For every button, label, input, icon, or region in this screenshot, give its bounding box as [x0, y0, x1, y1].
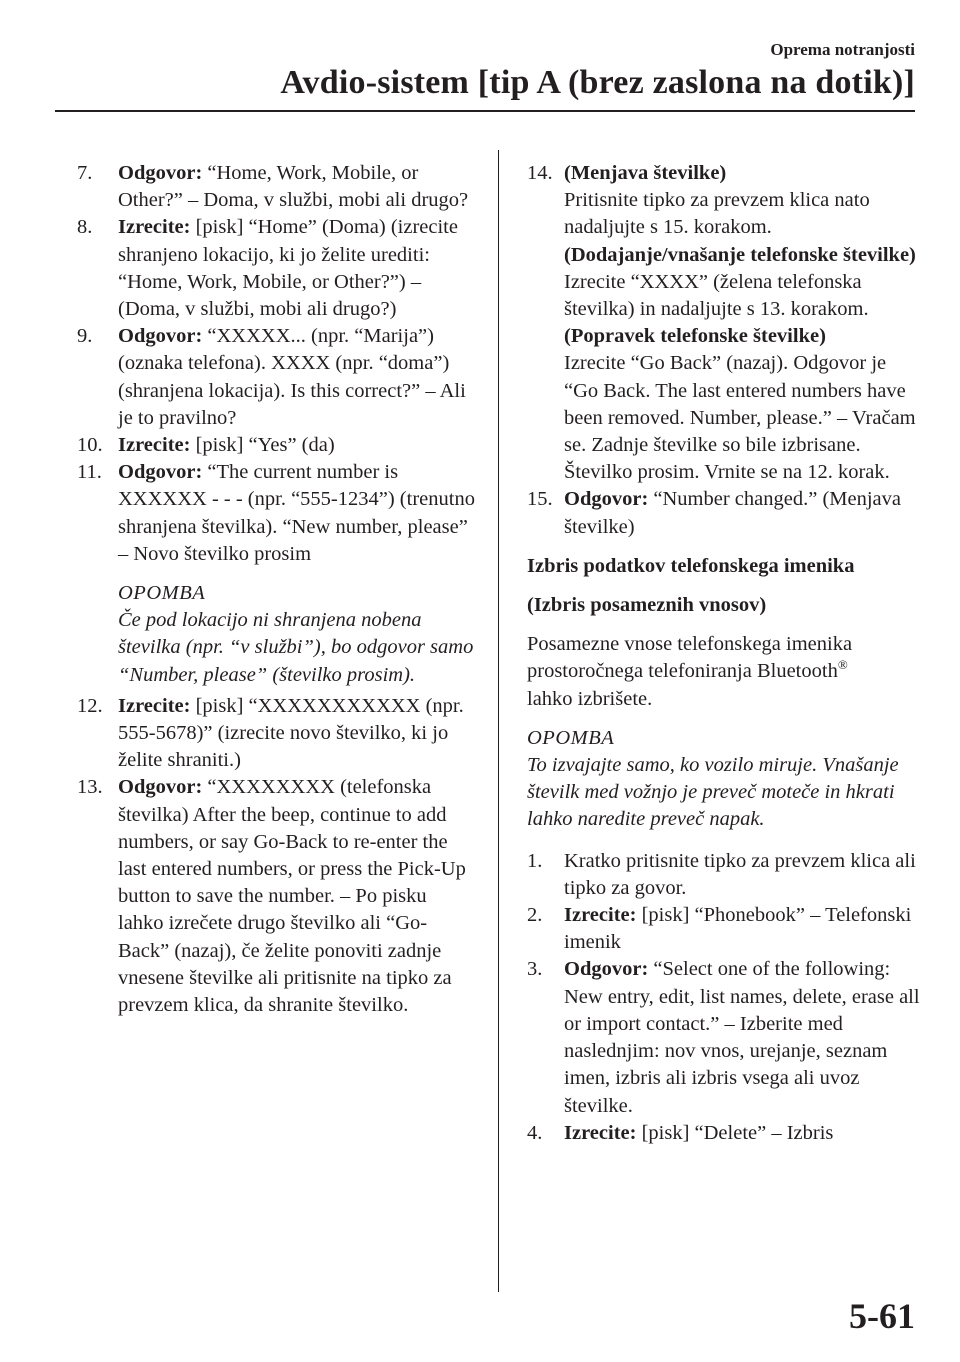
step-label: Odgovor: — [564, 488, 649, 511]
step-1 — [527, 848, 922, 902]
intro-paragraph: Posamezne vnose telefonskega imenika prostoročnega telefoniranja Bluetooth® lahko izbrišete. — [527, 633, 853, 710]
step-text: Kratko pritisnite tipko za prevzem klica ali tipko za govor. — [564, 849, 916, 899]
step-text: “XXXXX... (npr. “Marija”) (oznaka telefona). XXXX (npr. “doma”) (shranjena lokacija). Is this correct?” – Ali je to pravilno? — [118, 325, 466, 429]
header-rule — [55, 110, 915, 112]
note-block — [527, 725, 922, 834]
note-block — [118, 580, 477, 689]
page-number: 5-61 — [849, 1296, 915, 1336]
registered-mark: ® — [837, 657, 848, 673]
step-text: “The current number is XXXXXX - - - (npr. “555-1234”) (trenutno shranjena številka). “New number, please” – Novo številko prosim — [118, 461, 475, 565]
step-7 — [77, 160, 477, 214]
step-number: 3. — [527, 958, 543, 981]
step-text: [pisk] “Yes” (da) — [190, 434, 335, 457]
step-13 — [77, 774, 477, 1019]
step-text: “Home, Work, Mobile, or Other?” – Doma, v službi, mobi ali drugo? — [118, 162, 469, 212]
step-15 — [527, 486, 922, 540]
right-column — [527, 160, 922, 1147]
note-label: OPOMBA — [118, 582, 206, 605]
step-text: “Number changed.” (Menjava številke) — [564, 488, 901, 538]
step-number: 1. — [527, 849, 543, 872]
step-3 — [527, 956, 922, 1119]
step-text: Pritisnite tipko za prevzem klica nato nadaljujte s 15. korakom. — [564, 189, 870, 239]
step-number: 9. — [77, 325, 93, 348]
note-label: OPOMBA — [527, 726, 615, 749]
step-text: Izrecite “Go Back” (nazaj). Odgovor je “Go Back. The last entered numbers have been removed. Number, please.” – Vračam se. Zadnje številke so bile izbrisane. Številko prosim. Vrnite se na 12. korak. — [564, 352, 916, 484]
section-heading: Izbris podatkov telefonskega imenika — [527, 554, 855, 577]
subheading: (Dodajanje/vnašanje telefonske številke) — [564, 243, 916, 266]
step-number: 14. — [527, 162, 553, 184]
note-text: To izvajajte samo, ko vozilo miruje. Vnašanje številk med vožnjo je preveč moteče in hkrati lahko naredite preveč napak. — [527, 754, 899, 831]
step-label: Odgovor: — [118, 776, 203, 799]
step-number: 11. — [77, 461, 102, 484]
step-10 — [77, 432, 477, 459]
subheading: (Menjava številke) — [564, 162, 727, 184]
step-11 — [77, 459, 477, 568]
step-text: [pisk] “XXXXXXXXXXX (npr. 555-5678)” (izrecite novo številko, ki jo želite shraniti.) — [118, 694, 464, 772]
step-text: “XXXXXXXX (telefonska številka) After the beep, continue to add numbers, or say Go-Back to re-enter the last entered numbers, or press the Pick-Up button to save the number. – Po pisku lahko izrečete drugo številko ali “Go-Back” (nazaj), če želite ponoviti zadnje vnesene številke ali pritisnite na tipko za prevzem klica, da shranite številko. — [118, 776, 466, 1017]
step-9 — [77, 323, 477, 432]
step-text: [pisk] “Home” (Doma) (izrecite shranjeno lokacijo, ki jo želite urediti: “Home, Work, Mobile, or Other?”) – (Doma, v službi, mobi ali drugo?) — [118, 216, 458, 321]
section-heading: Oprema notranjosti — [770, 40, 915, 59]
step-text: [pisk] “Delete” – Izbris — [636, 1121, 834, 1144]
step-label: Odgovor: — [118, 162, 203, 184]
step-number: 8. — [77, 216, 93, 239]
step-number: 4. — [527, 1121, 543, 1144]
step-8 — [77, 214, 477, 323]
step-label: Izrecite: — [564, 904, 637, 927]
subsection-heading: (Izbris posameznih vnosov) — [527, 594, 767, 617]
step-12 — [77, 693, 477, 775]
step-number: 12. — [77, 694, 103, 717]
step-label: Izrecite: — [118, 434, 191, 457]
step-2 — [527, 902, 922, 956]
step-label: Izrecite: — [118, 694, 191, 717]
step-label: Odgovor: — [118, 325, 203, 348]
step-number: 7. — [77, 162, 93, 184]
step-label: Odgovor: — [118, 461, 203, 484]
step-number: 13. — [77, 776, 103, 799]
left-column — [77, 160, 477, 1019]
step-14 — [527, 160, 922, 486]
step-number: 10. — [77, 434, 103, 457]
note-text: Če pod lokacijo ni shranjena nobena številka (npr. “v službi”), bo odgovor samo “Number, please” (številko prosim). — [118, 609, 474, 686]
step-label: Odgovor: — [564, 958, 649, 981]
step-number: 15. — [527, 488, 553, 511]
page-title: Avdio-sistem [tip A (brez zaslona na dotik)] — [280, 64, 915, 101]
subheading: (Popravek telefonske številke) — [564, 325, 826, 348]
column-divider — [498, 150, 499, 1292]
step-text: [pisk] “Phonebook” – Telefonski imenik — [564, 904, 912, 954]
step-text: “Select one of the following: New entry, edit, list names, delete, erase all or import contact.” – Izberite med naslednjim: nov vnos, urejanje, seznam imen, izbris ali izbris vsega ali uvoz številke. — [564, 958, 920, 1117]
step-number: 2. — [527, 904, 543, 927]
step-label: Izrecite: — [564, 1121, 637, 1144]
step-4 — [527, 1120, 922, 1147]
step-label: Izrecite: — [118, 216, 191, 239]
step-text: Izrecite “XXXX” (želena telefonska številka) in nadaljujte s 13. korakom. — [564, 270, 869, 321]
